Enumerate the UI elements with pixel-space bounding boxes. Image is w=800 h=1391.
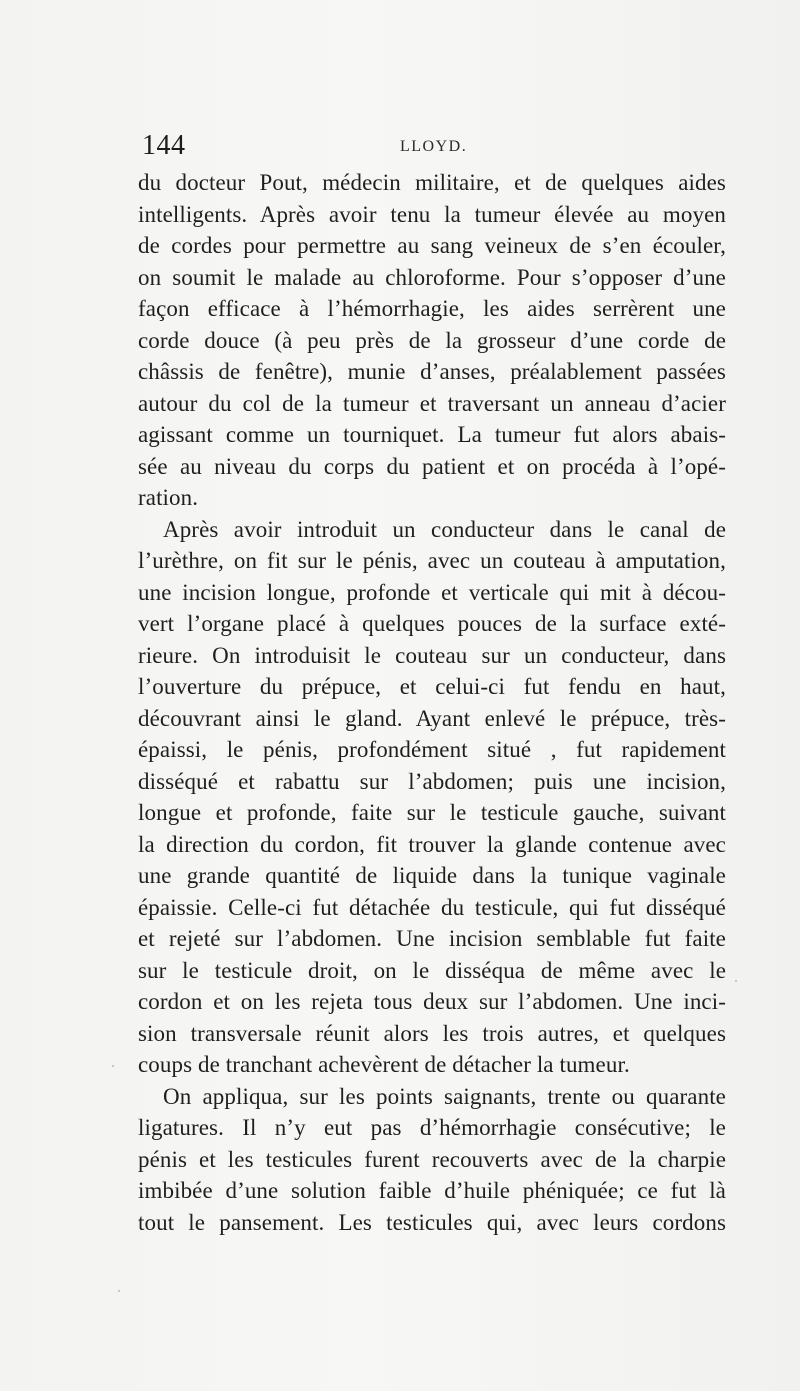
text-line: corde douce (à peu près de la grosseur d’une corde de — [138, 327, 726, 353]
paper-speck — [735, 980, 737, 982]
text-line: de cordes pour permettre au sang veineux de s’en écouler, — [138, 233, 726, 258]
text-line: on soumit le malade au chloroforme. Pour s’opposer d’une — [138, 264, 726, 290]
text-line: vert l’organe placé à quelques pouces de la surface exté- — [138, 611, 726, 636]
paper-speck — [112, 1065, 114, 1067]
text-line: On appliqua, sur les points saignants, trente ou quarante — [163, 1083, 726, 1109]
text-line: agissant comme un tourniquet. La tumeur fut alors abais- — [138, 422, 726, 447]
text-line: l’urèthre, on fit sur le pénis, avec un couteau à amputation, — [138, 548, 726, 573]
text-line: sion transversale réunit alors les trois autres, et quelques — [138, 1020, 726, 1046]
text-line: cordon et on les rejeta tous deux sur l’abdomen. Une inci- — [138, 989, 726, 1014]
text-line: imbibée d’une solution faible d’huile phéniquée; ce fut là — [138, 1178, 726, 1203]
text-line: longue et profonde, faite sur le testicule gauche, suivant — [138, 800, 726, 825]
paragraph-3 — [138, 1081, 726, 1239]
body-text — [138, 167, 726, 1238]
text-line: l’ouverture du prépuce, et celui-ci fut fendu en haut, — [138, 674, 726, 699]
text-line: sée au niveau du corps du patient et on procéda à l’opé- — [138, 453, 726, 479]
running-head — [140, 128, 725, 162]
text-line: une grande quantité de liquide dans la tunique vaginale — [138, 863, 726, 888]
text-line: châssis de fenêtre), munie d’anses, préalablement passées — [138, 359, 726, 384]
text-line: sur le testicule droit, on le disséqua de même avec le — [138, 957, 726, 983]
text-line: découvrant ainsi le gland. Ayant enlevé le prépuce, très- — [138, 705, 726, 731]
text-line: du docteur Pout, médecin militaire, et de quelques aides — [138, 170, 726, 195]
text-line: autour du col de la tumeur et traversant un anneau d’acier — [138, 390, 726, 416]
text-line: rieure. On introduisit le couteau sur un conducteur, dans — [138, 642, 726, 668]
paragraph-1 — [138, 167, 726, 514]
text-line: ration. — [138, 485, 199, 510]
text-line: la direction du cordon, fit trouver la glande contenue avec — [138, 831, 726, 857]
paragraph-2 — [138, 514, 726, 1081]
text-line: et rejeté sur l’abdomen. Une incision semblable fut faite — [138, 926, 726, 951]
text-line: intelligents. Après avoir tenu la tumeur élevée au moyen — [138, 201, 726, 227]
text-line: pénis et les testicules furent recouverts avec de la charpie — [138, 1146, 726, 1172]
text-line: une incision longue, profonde et verticale qui mit à décou- — [138, 579, 726, 605]
page-number: 144 — [142, 130, 186, 161]
text-line: ligatures. Il n’y eut pas d’hémorrhagie consécutive; le — [138, 1115, 726, 1140]
text-line: Après avoir introduit un conducteur dans le canal de — [163, 516, 726, 542]
text-line: coups de tranchant achevèrent de détacher la tumeur. — [138, 1052, 630, 1077]
paper-speck — [118, 1290, 120, 1292]
running-title: LLOYD. — [400, 138, 468, 155]
text-line: épaissie. Celle-ci fut détachée du testicule, qui fut disséqué — [138, 894, 726, 920]
text-line: épaissi, le pénis, profondément situé , fut rapidement — [138, 737, 726, 762]
text-line: disséqué et rabattu sur l’abdomen; puis une incision, — [138, 768, 726, 794]
text-line: façon efficace à l’hémorrhagie, les aides serrèrent une — [138, 296, 726, 321]
text-line: tout le pansement. Les testicules qui, avec leurs cordons — [138, 1209, 726, 1235]
